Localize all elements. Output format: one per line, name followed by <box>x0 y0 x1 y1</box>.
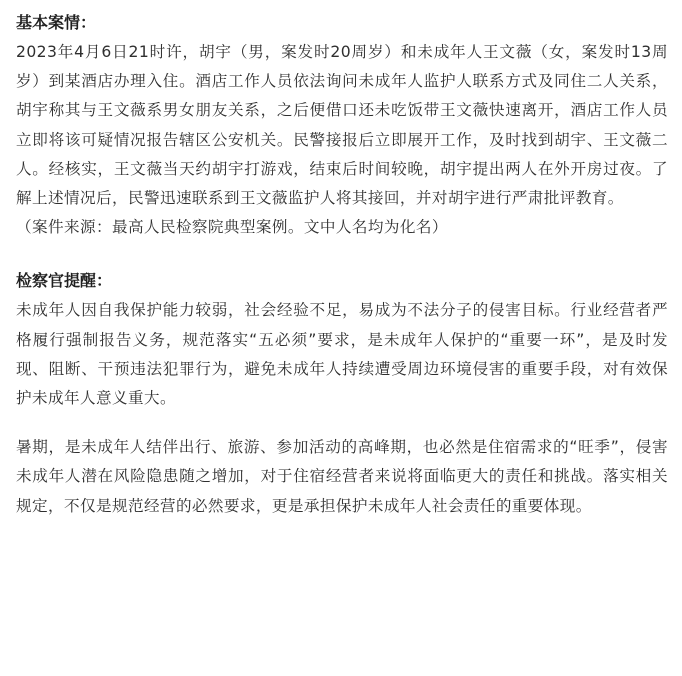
case-source: （案件来源：最高人民检察院典型案例。文中人名均为化名） <box>16 218 448 237</box>
paragraph-gap <box>16 413 668 433</box>
reminder-paragraph-1: 未成年人因自我保护能力较弱，社会经验不足，易成为不法分子的侵害目标。行业经营者严格履行强制报告义务，规范落实“五必须”要求，是未成年人保护的“重要一环”，是及时发现、阻断、干预违法犯罪行为，避免未成年人持续遭受周边环境侵害的重要手段，对有效保护未成年人意义重大。 <box>16 301 668 408</box>
reminder-paragraph-2: 暑期，是未成年人结伴出行、旅游、参加活动的高峰期，也必然是住宿需求的“旺季”，侵害未成年人潜在风险隐患随之增加，对于住宿经营者来说将面临更大的责任和挑战。落实相关规定，不仅是规范经营的必然要求，更是承担保护未成年人社会责任的重要体现。 <box>16 438 668 515</box>
section-gap <box>16 242 668 266</box>
reminder-heading: 检察官提醒： <box>16 271 113 291</box>
case-heading: 基本案情： <box>16 13 97 32</box>
case-section <box>16 8 668 242</box>
reminder-section <box>16 266 668 520</box>
case-body: 2023年4月6日21时许，胡宇（男，案发时20周岁）和未成年人王文薇（女，案发时13周岁）到某酒店办理入住。酒店工作人员依法询问未成年人监护人联系方式及同住二人关系，胡宇称其与王文薇系男女朋友关系，之后便借口还未吃饭带王文薇快速离开，酒店工作人员立即将该可疑情况报告辖区公安机关。民警接报后立即展开工作，及时找到胡宇、王文薇二人。经核实，王文薇当天约胡宇打游戏，结束后时间较晚，胡宇提出两人在外开房过夜。了解上述情况后，民警迅速联系到王文薇监护人将其接回，并对胡宇进行严肃批评教育。 <box>16 43 668 208</box>
